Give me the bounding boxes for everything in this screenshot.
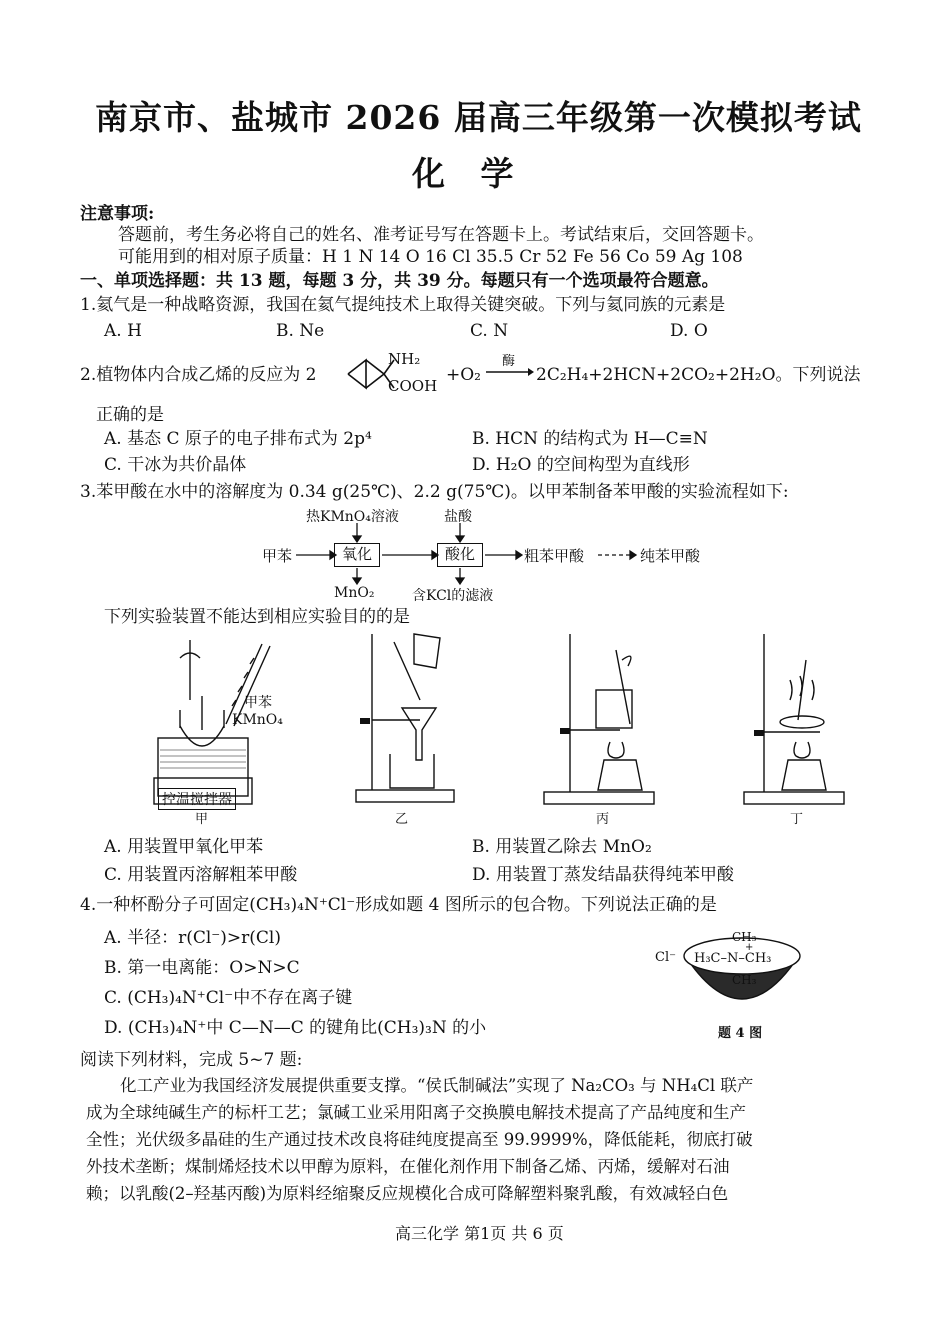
q4-option-c: C. (CH₃)₄N⁺Cl⁻中不存在离子键 xyxy=(104,988,353,1008)
cyclopropane-ring xyxy=(348,360,366,388)
exam-title: 南京市、盐城市 2026 届高三年级第一次模拟考试 xyxy=(95,98,862,137)
flow-byproduct-1: MnO₂ xyxy=(334,585,375,601)
label-bing: 丙 xyxy=(596,812,610,827)
q1-option-c: C. N xyxy=(470,321,509,341)
bond-line xyxy=(366,374,384,388)
q1-option-a: A. H xyxy=(104,321,142,341)
flow-reagent-2: 盐酸 xyxy=(444,509,472,525)
fig4-ch3-top: CH₃ xyxy=(732,930,757,944)
notice-heading: 注意事项: xyxy=(80,204,155,224)
reading-line-4: 外技术垄断；煤制烯烃技术以甲醇为原料，在催化剂作用下制备乙烯、丙烯，缓解对石油 xyxy=(86,1157,730,1176)
cooh-label: COOH xyxy=(388,377,438,395)
q4-option-d: D. (CH₃)₄N⁺中 C—N—C 的键角比(CH₃)₃N 的小 xyxy=(104,1018,487,1038)
apparatus-ding xyxy=(740,630,850,810)
q2-stem: 2.植物体内合成乙烯的反应为 2 xyxy=(80,365,317,385)
fig4-ch3-bottom: CH₃ xyxy=(732,973,757,987)
notice-line-2: 可能用到的相对原子质量：H 1 N 14 O 16 Cl 35.5 Cr 52 Fe 56 Co 59 Ag 108 xyxy=(118,247,743,267)
flow-box-oxidation: 氧化 xyxy=(334,543,380,567)
q2-products: 2C₂H₄+2HCN+2CO₂+2H₂O。下列说法 xyxy=(536,365,861,385)
q2-option-b: B. HCN 的结构式为 H—C≡N xyxy=(472,429,708,449)
q2-option-c: C. 干冰为共价晶体 xyxy=(104,455,247,475)
q4-option-a: A. 半径：r(Cl⁻)>r(Cl) xyxy=(104,928,281,948)
q1-stem: 1.氦气是一种战略资源，我国在氦气提纯技术上取得关键突破。下列与氦同族的元素是 xyxy=(80,295,726,315)
bond-line xyxy=(366,360,384,374)
reading-line-1: 化工产业为我国经济发展提供重要支撑。“侯氏制碱法”实现了 Na₂CO₃ 与 NH₄Cl 联产 xyxy=(120,1076,754,1095)
label-toluene: 甲苯 xyxy=(244,695,272,711)
q2-option-a: A. 基态 C 原子的电子排布式为 2p⁴ xyxy=(104,429,372,449)
flow-product-2: 纯苯甲酸 xyxy=(640,547,701,565)
enzyme-label: 酶 xyxy=(502,354,516,369)
q2-option-d: D. H₂O 的空间构型为直线形 xyxy=(472,455,690,475)
q3-option-c: C. 用装置丙溶解粗苯甲酸 xyxy=(104,865,298,885)
apparatus-bing xyxy=(540,630,660,810)
reading-line-5: 赖；以乳酸(2–羟基丙酸)为原料经缩聚反应规模化合成可降解塑料聚乳酸，有效减轻白色 xyxy=(86,1184,729,1203)
fig4-caption: 题 4 图 xyxy=(718,1026,763,1041)
reaction-arrow xyxy=(484,366,534,378)
flow-box-acidify: 酸化 xyxy=(437,543,483,567)
fig4-cl: Cl⁻ xyxy=(655,950,676,965)
page-footer: 高三化学 第1页 共 6 页 xyxy=(395,1224,564,1243)
q3-stem: 3.苯甲酸在水中的溶解度为 0.34 g(25℃)、2.2 g(75℃)。以甲苯制备苯甲酸的实验流程如下: xyxy=(80,482,789,502)
label-kmno4: KMnO₄ xyxy=(232,712,283,728)
reading-line-2: 成为全球纯碱生产的标杆工艺；氯碱工业采用阳离子交换膜电解技术提高了产品纯度和生产 xyxy=(86,1103,746,1122)
notice-line-1: 答题前，考生务必将自己的姓名、准考证号写在答题卡上。考试结束后，交回答题卡。 xyxy=(118,225,764,245)
reading-line-3: 全性；光伏级多晶硅的生产通过技术改良将硅纯度提高至 99.9999%，降低能耗，彻底打破 xyxy=(86,1130,753,1149)
fig4-plus: + xyxy=(745,942,754,953)
q3-option-b: B. 用装置乙除去 MnO₂ xyxy=(472,837,652,857)
apparatus-yi xyxy=(350,630,460,810)
label-ding: 丁 xyxy=(790,812,804,827)
flow-arrows xyxy=(290,520,650,588)
label-stirrer: 控温搅拌器 xyxy=(158,788,236,810)
q4-option-b: B. 第一电离能：O>N>C xyxy=(104,958,300,978)
q4-stem: 4.一种杯酚分子可固定(CH₃)₄N⁺Cl⁻形成如题 4 图所示的包合物。下列说法正确的是 xyxy=(80,895,717,915)
label-yi: 乙 xyxy=(395,812,409,827)
label-jia: 甲 xyxy=(195,812,209,827)
q3-option-a: A. 用装置甲氧化甲苯 xyxy=(104,837,264,857)
q3-question: 下列实验装置不能达到相应实验目的的是 xyxy=(104,607,410,627)
fig4-center: H₃C–N–CH₃ xyxy=(694,951,772,966)
flow-product-1: 粗苯甲酸 xyxy=(524,547,585,565)
nh2-label: NH₂ xyxy=(388,350,421,368)
q1-option-d: D. O xyxy=(670,321,708,341)
q1-option-b: B. Ne xyxy=(276,321,325,341)
flow-reagent-1: 热KMnO₄溶液 xyxy=(306,509,399,525)
flow-byproduct-2: 含KCl的滤液 xyxy=(412,588,494,604)
subject-title: 化 学 xyxy=(412,154,526,193)
flow-start: 甲苯 xyxy=(262,547,293,565)
q3-option-d: D. 用装置丁蒸发结晶获得纯苯甲酸 xyxy=(472,865,734,885)
section-heading: 一、单项选择题：共 13 题，每题 3 分，共 39 分。每题只有一个选项最符合题意。 xyxy=(80,271,719,291)
q2-stem-cont: 正确的是 xyxy=(96,405,164,425)
o2-label: +O₂ xyxy=(446,365,481,385)
reading-intro: 阅读下列材料，完成 5~7 题: xyxy=(80,1050,303,1070)
